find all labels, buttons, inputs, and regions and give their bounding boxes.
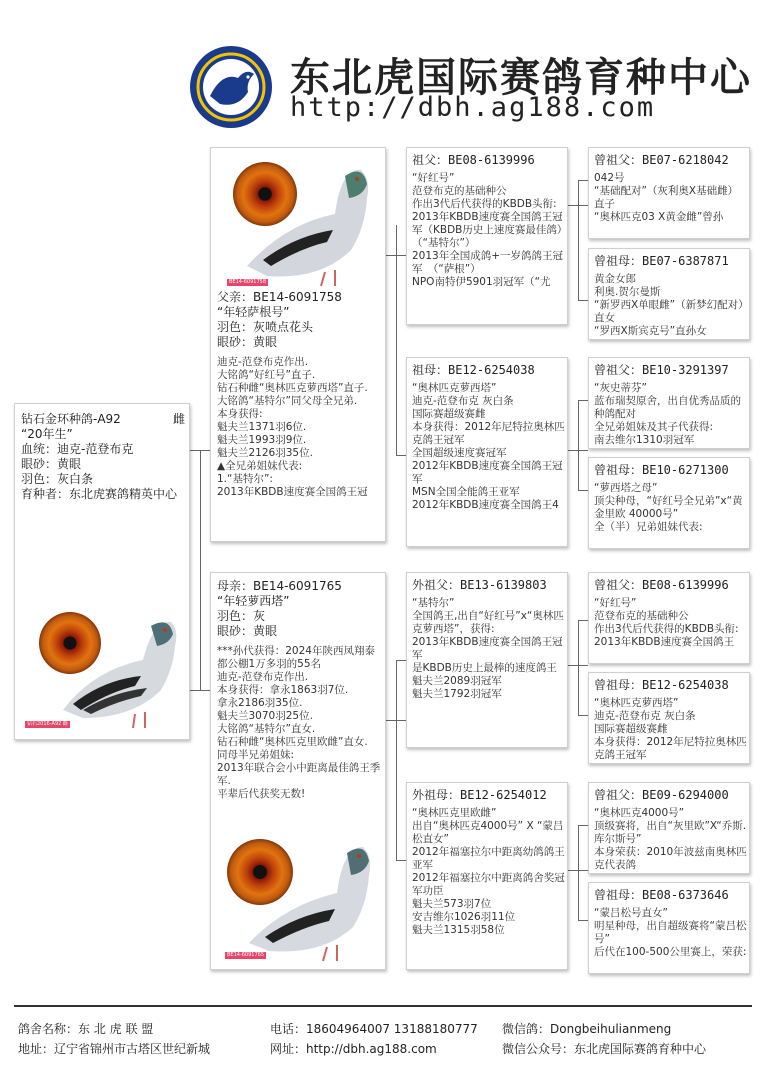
great-grandparent-desc: “灰史蒂芬” 蓝布瑞契原舍，出自优秀品质的种鸽配对 全兄弟姐妹及其子代获得: 南去维尔1310羽冠军 xyxy=(594,382,741,446)
great-grandparent-card[interactable] xyxy=(588,572,750,664)
dam-eye: 眼砂：黄眼 xyxy=(217,624,278,638)
maternal-grandsire-card[interactable] xyxy=(406,572,568,748)
footer-divider xyxy=(14,1005,752,1007)
subject-bloodline: 血统：迪克-范登布克 xyxy=(21,442,134,456)
footer-wechat-public: 微信公众号：东北虎国际赛鸽育种中心 xyxy=(502,1042,707,1056)
maternal-grandsire-ring: 外祖父：BE13-6139803 xyxy=(412,578,547,592)
great-grandparent-card[interactable] xyxy=(588,882,750,974)
footer-loft: 鸽舍名称：东 北 虎 联 盟 xyxy=(18,1022,154,1036)
logo xyxy=(188,44,274,130)
dam-desc: ***孙代获得：2024年陕西凤翔泰都公棚1万多羽的55名 迪克-范登布克作出. 本身获得：拿永1863羽7位. 拿永2186羽35位. 魁夫兰3070羽25位. 大铭鸽“基特尔”直女. 钻石种雌“奥林匹克里欧雌”直女. 同母半兄弟姐妹: 2013年联合会小中距离最佳鸽王季军. 平辈后代获奖无数! xyxy=(217,645,381,800)
dam-photo-tag: BE14-6091765 xyxy=(227,952,265,958)
maternal-granddam-card[interactable] xyxy=(406,782,568,970)
sire-photo-tag: BE14-6091758 xyxy=(229,279,267,285)
great-grandparent-desc: “好红号” 范登布克的基础种公 作出3代后代获得的KBDB头衔: 2013年KBDB速度赛全国鸽王 xyxy=(594,597,739,648)
great-grandparent-card[interactable] xyxy=(588,147,750,239)
great-grandparent-card[interactable] xyxy=(588,248,750,340)
great-grandparent-ring: 曾祖母：BE10-6271300 xyxy=(594,463,729,477)
great-grandparent-ring: 曾祖母：BE08-6373646 xyxy=(594,888,729,902)
subject-eye: 眼砂：黄眼 xyxy=(21,457,82,471)
sire-desc: 迪克-范登布克作出. 大铭鸽“好红号”直子. 钻石种雌“奥林匹克萝西塔”直子. 大铭鸽“基特尔”同父母全兄弟. 本身获得: 魁夫兰1371羽6位. 魁夫兰1993羽9位. 魁夫兰2126羽35位. ▲全兄弟姐妹代表: 1.“基特尔”: 2013年KBDB速度赛全国鸽王冠 xyxy=(217,356,368,498)
pigeon-photo xyxy=(217,154,379,290)
maternal-granddam-desc: “奥林匹克里欧雌” 出自“奥林匹克4000号” X “蒙吕松直女” 2012年福塞拉尔中距离幼鸽鸽王亚军 2012年福塞拉尔中距离鸽舍奖冠军功臣 魁夫兰573羽7位 安吉维尔1026羽11位 魁夫兰1315羽58位 xyxy=(412,807,565,936)
subject-card[interactable] xyxy=(14,403,190,740)
great-grandparent-desc: “萝西塔之母” 顶尖种母，“好红号全兄弟”x“黄金里欧 40000号” 全（半）兄弟姐妹代表: xyxy=(594,482,743,533)
dam-card[interactable] xyxy=(210,572,386,970)
great-grandparent-card[interactable] xyxy=(588,782,750,874)
great-grandparent-card[interactable] xyxy=(588,357,750,449)
dam-photo xyxy=(219,831,381,965)
subject-photo xyxy=(23,600,183,732)
granddam-desc: “奥林匹克萝西塔” 迪克-范登布克 灰白条 国际赛超级赛雌 本身获得：2012年尼特拉奥林匹克鸽王冠军 全国超级速度赛冠军 2012年KBDB速度赛全国鸽王冠军 MSN全国全能鸽王亚军 2012年KBDB速度赛全国鸽王4 xyxy=(412,382,565,511)
subject-year: “20年生” xyxy=(21,427,73,441)
footer-wechat: 微信鸽：Dongbeihulianmeng xyxy=(502,1022,672,1036)
grandsire-ring: 祖父：BE08-6139996 xyxy=(412,153,535,167)
sire-ring: 父亲：BE14-6091758 xyxy=(217,290,342,304)
great-grandparent-card[interactable] xyxy=(588,672,750,764)
dam-ring: 母亲：BE14-6091765 xyxy=(217,579,342,593)
maternal-granddam-ring: 外祖母：BE12-6254012 xyxy=(412,788,547,802)
subject-color: 羽色：灰白条 xyxy=(21,472,94,486)
grandsire-card[interactable] xyxy=(406,147,568,325)
dam-name: “年轻萝西塔” xyxy=(217,594,290,608)
great-grandparent-desc: “蒙吕松号直女” 明星种母，出自超级赛将“蒙吕松号” 后代在100-500公里赛上，荣获: xyxy=(594,907,747,958)
dam-color: 羽色：灰 xyxy=(217,609,266,623)
great-grandparent-desc: 042号 “基础配对”（灰利奥X基础雌）直子 “奥林匹克03 X黄金雌”曾孙 xyxy=(594,172,739,223)
great-grandparent-ring: 曾祖父：BE09-6294000 xyxy=(594,788,729,802)
maternal-grandsire-desc: “基特尔” 全国鸽王,出自“好红号”x“奥林匹克萝西塔”，获得: 2013年KBDB速度赛全国鸽王冠军 是KBDB历史上最棒的速度鸽王 魁夫兰2089羽冠军 魁夫兰1792羽冠军 xyxy=(412,597,564,700)
sire-photo xyxy=(217,154,379,290)
footer-address: 地址：辽宁省锦州市古塔区世纪新城 xyxy=(18,1042,211,1056)
great-grandparent-desc: “奥林匹克萝西塔” 迪克-范登布克 灰白条 国际赛超级赛雌 本身获得：2012年尼特拉奥林匹克鸽王冠军 xyxy=(594,697,747,761)
sire-name: “年轻萨根号” xyxy=(217,305,290,319)
header-title: 东北虎国际赛鸽育种中心 xyxy=(290,55,752,101)
subject-title: 钻石金环种鸽-A92 xyxy=(21,412,121,426)
pigeon-photo xyxy=(219,831,381,965)
footer-phone: 电话：18604964007 13188180777 xyxy=(270,1022,478,1036)
sire-eye: 眼砂：黄眼 xyxy=(217,335,278,349)
granddam-card[interactable] xyxy=(406,357,568,547)
great-grandparent-desc: “奥林匹克4000号” 顶级赛将，出自“灰里欧”X“乔斯.库尔斯号” 本身荣获：2010年波兹南奥林匹克代表鸽 xyxy=(594,807,747,871)
subject-photo-tag: 钻石2016-A92 雌 xyxy=(27,721,68,727)
great-grandparent-ring: 曾祖父：BE10-3291397 xyxy=(594,363,729,377)
great-grandparent-card[interactable] xyxy=(588,457,750,549)
sire-card[interactable] xyxy=(210,147,386,542)
great-grandparent-ring: 曾祖父：BE07-6218042 xyxy=(594,153,729,167)
sire-color: 羽色：灰喷点花头 xyxy=(217,320,314,334)
great-grandparent-desc: 黄金女郎 利奥.贺尔曼斯 “新罗西X单眼雌”（新梦幻配对）直女 “罗西X斯宾克号”直孙女 xyxy=(594,273,744,337)
great-grandparent-ring: 曾祖父：BE08-6139996 xyxy=(594,578,729,592)
pigeon-photo xyxy=(23,600,183,732)
grandsire-desc: “好红号” 范登布克的基础种公 作出3代后代获得的KBDB头衔: 2013年KBDB速度赛全国鸽王冠军（KBDB历史上速度赛最佳鸽）（“基特尔”） 2013年全国成鸽+一岁鸽鸽王冠军 （“萨根”） NPO南特伊5901羽冠军（“尤 xyxy=(412,172,564,288)
subject-sex: 雌 xyxy=(172,412,185,426)
granddam-ring: 祖母：BE12-6254038 xyxy=(412,363,535,377)
header-url[interactable]: http://dbh.ag188.com xyxy=(290,92,656,123)
subject-breeder: 育种者：东北虎赛鸽精英中心 xyxy=(21,487,178,501)
footer-website[interactable]: 网址：http://dbh.ag188.com xyxy=(270,1042,437,1056)
great-grandparent-ring: 曾祖母：BE07-6387871 xyxy=(594,254,729,268)
great-grandparent-ring: 曾祖母：BE12-6254038 xyxy=(594,678,729,692)
